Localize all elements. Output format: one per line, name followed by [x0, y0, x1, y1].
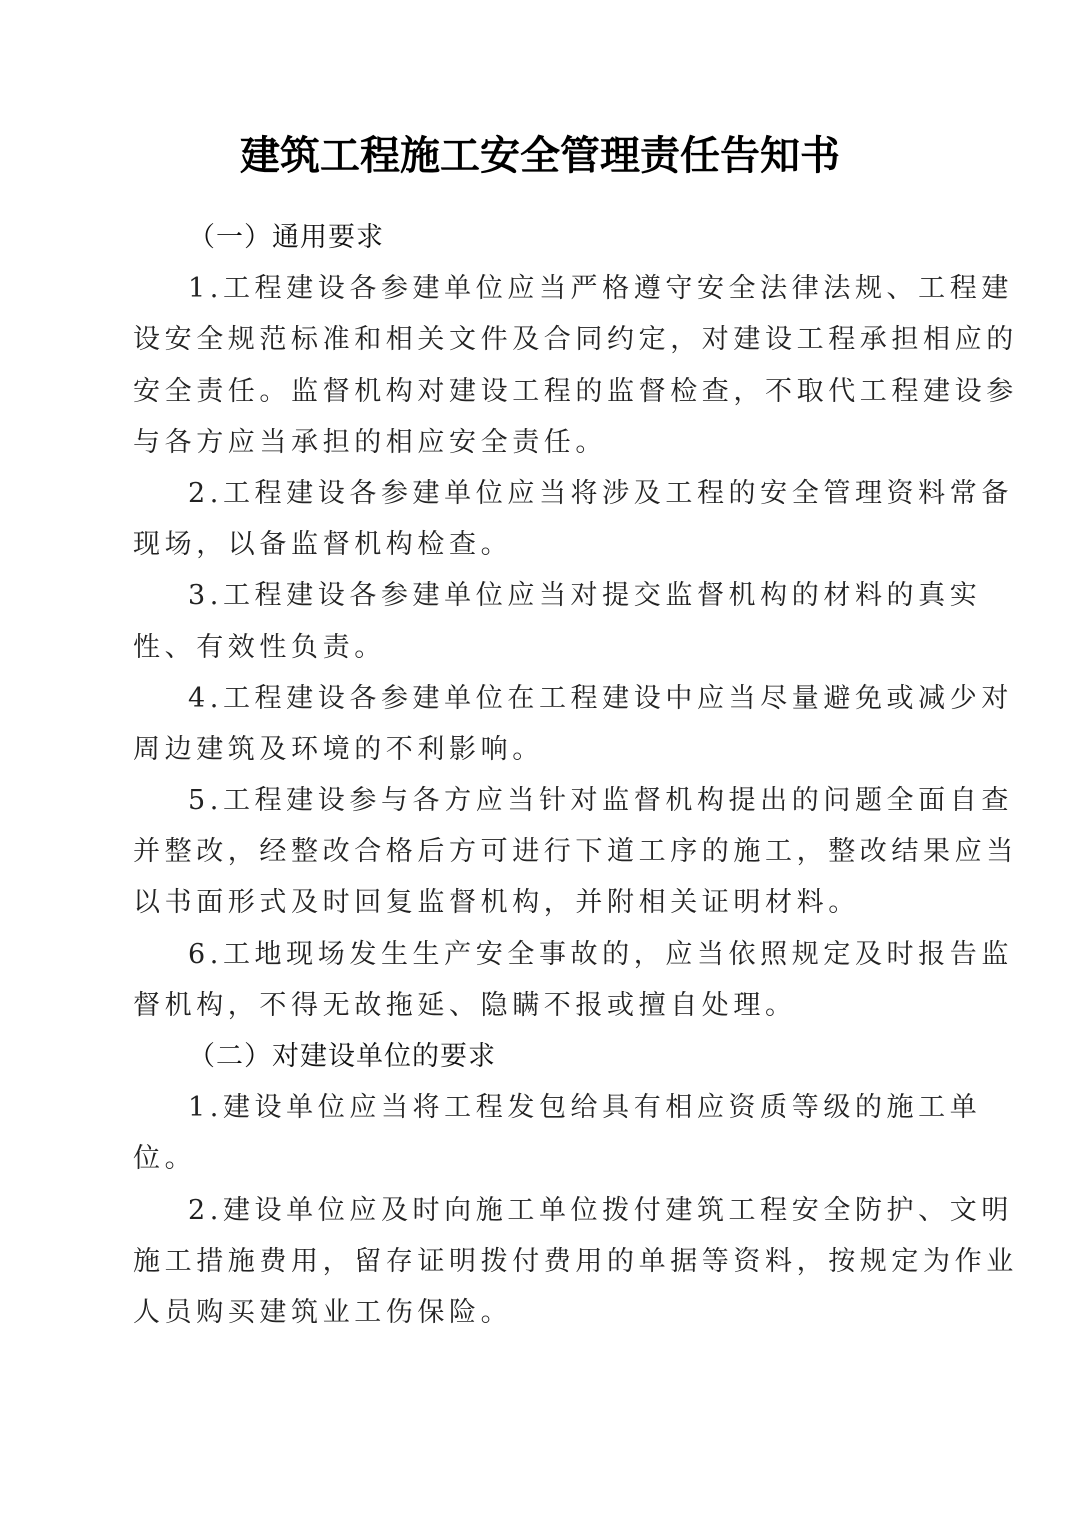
section-construction-unit-requirements [133, 1031, 1018, 1338]
clause-line: 现场，以备监督机构检查。 [133, 529, 513, 561]
clause-2 [133, 468, 1013, 570]
clause-line: 安全责任。监督机构对建设工程的监督检查，不取代工程建设参 [133, 375, 1018, 407]
clause-line: 施工措施费用，留存证明拨付费用的单据等资料，按规定为作业 [133, 1245, 1018, 1277]
clause-line: 设安全规范标准和相关文件及合同约定，对建设工程承担相应的 [133, 324, 1018, 356]
document-body [133, 212, 1018, 1338]
clause-line: 5.工程建设参与各方应当针对监督机构提出的问题全面自查 [188, 785, 1013, 817]
clause-5 [133, 775, 1018, 929]
clause-4 [133, 673, 1013, 775]
document-title: 建筑工程施工安全管理责任告知书 [240, 132, 840, 179]
clause-line: 周边建筑及环境的不利影响。 [133, 733, 544, 765]
clause-line: 4.工程建设各参建单位在工程建设中应当尽量避免或减少对 [188, 682, 1013, 714]
clause-line: 督机构，不得无故拖延、隐瞒不报或擅自处理。 [133, 989, 797, 1021]
clause-line: 1.工程建设各参建单位应当严格遵守安全法律法规、工程建 [188, 273, 1013, 305]
clause-line: 2.建设单位应及时向施工单位拨付建筑工程安全防护、文明 [188, 1194, 1013, 1226]
clause-line: 人员购买建筑业工伤保险。 [133, 1296, 513, 1328]
clause-line: 6.工地现场发生生产安全事故的，应当依照规定及时报告监 [188, 938, 1013, 970]
clause-line: 并整改，经整改合格后方可进行下道工序的施工，整改结果应当 [133, 836, 1018, 868]
clause-line: 以书面形式及时回复监督机构，并附相关证明材料。 [133, 887, 860, 919]
clause-line: 2.工程建设各参建单位应当将涉及工程的安全管理资料常备 [188, 477, 1013, 509]
clause-1 [133, 1082, 982, 1184]
clause-line: 与各方应当承担的相应安全责任。 [133, 426, 607, 458]
section-general-requirements [133, 212, 1018, 1031]
clause-6 [133, 929, 1013, 1031]
clause-line: 位。 [133, 1143, 197, 1175]
section-heading: （一）通用要求 [188, 222, 384, 253]
clause-line: 1.建设单位应当将工程发包给具有相应资质等级的施工单 [188, 1092, 982, 1124]
clause-line: 3.工程建设各参建单位应当对提交监督机构的材料的真实 [188, 580, 982, 612]
clause-3 [133, 570, 982, 672]
clause-1 [133, 263, 1018, 468]
clause-line: 性、有效性负责。 [133, 631, 386, 663]
clause-2 [133, 1185, 1018, 1339]
section-heading: （二）对建设单位的要求 [188, 1041, 496, 1072]
